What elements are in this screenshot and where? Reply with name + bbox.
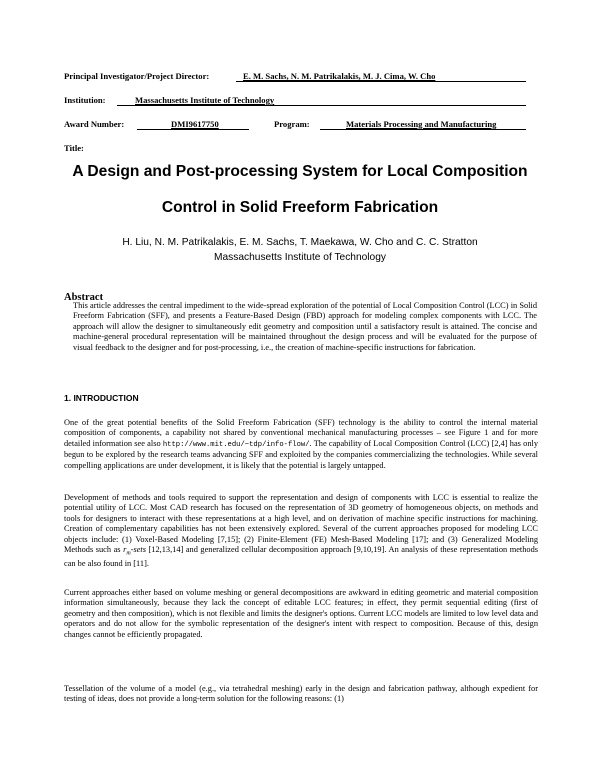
paper-title-line2: Control in Solid Freeform Fabrication [161, 199, 439, 216]
intro-paragraph-4: Tessellation of the volume of a model (e.g., via tetrahedral meshing) early in the design and fabrication pathway, although expedient for testing of ideas, does not provide a long-term solution for the following reasons: (1) [64, 684, 538, 704]
award-underline [137, 129, 249, 130]
paper-title-line1: A Design and Post-processing System for Local Composition [72, 163, 528, 180]
intro-paragraph-3: Current approaches either based on volume meshing or general decompositions are awkward in editing geometric and material composition information simultaneously, because they lack the concept of editable LCC features; in effect, they permit sequential editing (first of geometry and then composition), which is not flexible and limits the designer's options. Current LCC models are limited to low level data and operators and do not allow for the symbolic representation of the designer's intent with respect to composition. Because of this, design changes cannot be efficiently propagated. [64, 588, 538, 639]
pi-underline [236, 81, 526, 82]
program-value: Materials Processing and Manufacturing [346, 119, 497, 129]
pi-value: E. M. Sachs, N. M. Patrikalakis, M. J. Cima, W. Cho [243, 71, 436, 81]
intro-paragraph-2 [64, 493, 538, 570]
rm-sets-suffix: -sets [130, 545, 146, 555]
paragraph-text: [12,13,14] and generalized cellular decomposition approach [9,10,19]. An analysis of these representation methods can be also found in [11]. [64, 545, 538, 569]
program-underline [320, 129, 526, 130]
paragraph-text: One of the great potential benefits of the Solid Freeform Fabrication (SFF) technology is the ability to control the internal material composition of components, a capability not shared by conventional mechanical manufacturing processes – see Figure 1 and for more detailed information see also [64, 418, 538, 448]
paragraph-text: . The capability of Local Composition Control (LCC) [2,4] has only begun to be explored by the research teams advancing SFF and exploited by the companies commercializing the technologies. While several compelling applications are under development, it is likely that the potential is largely untapped. [64, 438, 538, 470]
rm-sets-subscript: m [126, 550, 131, 557]
paper-affiliation: Massachusetts Institute of Technology [214, 252, 386, 263]
institution-value: Massachusetts Institute of Technology [135, 95, 275, 105]
section-heading-introduction: 1. INTRODUCTION [64, 393, 139, 403]
info-flow-link[interactable]: http://www.mit.edu/~tdp/info-flow/ [162, 440, 310, 449]
program-label: Program: [274, 119, 310, 129]
pi-label: Principal Investigator/Project Director: [64, 71, 210, 81]
rm-sets-base: r [123, 545, 127, 555]
abstract-heading: Abstract [64, 292, 104, 303]
paragraph-text: Development of methods and tools required to support the representation and design of components with LCC is essential to realize the potential utility of LCC. Most CAD research has focused on the representation of 3D geometry of homogeneous objects, on methods and tools for designers to interact with these representations at a high level, and on derivation of machine specific instructions for machining. Creation of complementary capabilities has not been extensively explored. Several of the current approaches proposed for modeling LCC objects include: (1) Voxel-Based Modeling [7,15]; (2) Finite-Element (FE) Mesh-Based Modeling [17]; and (3) Generalized Modeling Methods such as [64, 493, 538, 555]
intro-paragraph-1 [64, 418, 538, 471]
paper-authors: H. Liu, N. M. Patrikalakis, E. M. Sachs, T. Maekawa, W. Cho and C. C. Stratton [122, 237, 478, 248]
award-label: Award Number: [64, 119, 125, 129]
institution-label: Institution: [64, 95, 106, 105]
award-value: DMI9617750 [171, 119, 219, 129]
title-label: Title: [64, 143, 84, 153]
abstract-text: This article addresses the central impediment to the wide-spread exploration of the potential of Local Composition Control (LCC) in Solid Freeform Fabrication (SFF), and presents a Feature-Based Design (FBD) approach for modeling complex components with LCC. The approach will allow the designer to simultaneously edit geometry and composition until a satisfactory result is attained. The concise and machine-general procedural representation will be maintained throughout the design process and will be evaluated for the purpose of visual feedback to the designer and for post-processing, i.e., the creation of machine-specific instructions for fabrication. [73, 301, 537, 352]
institution-underline [117, 105, 526, 106]
